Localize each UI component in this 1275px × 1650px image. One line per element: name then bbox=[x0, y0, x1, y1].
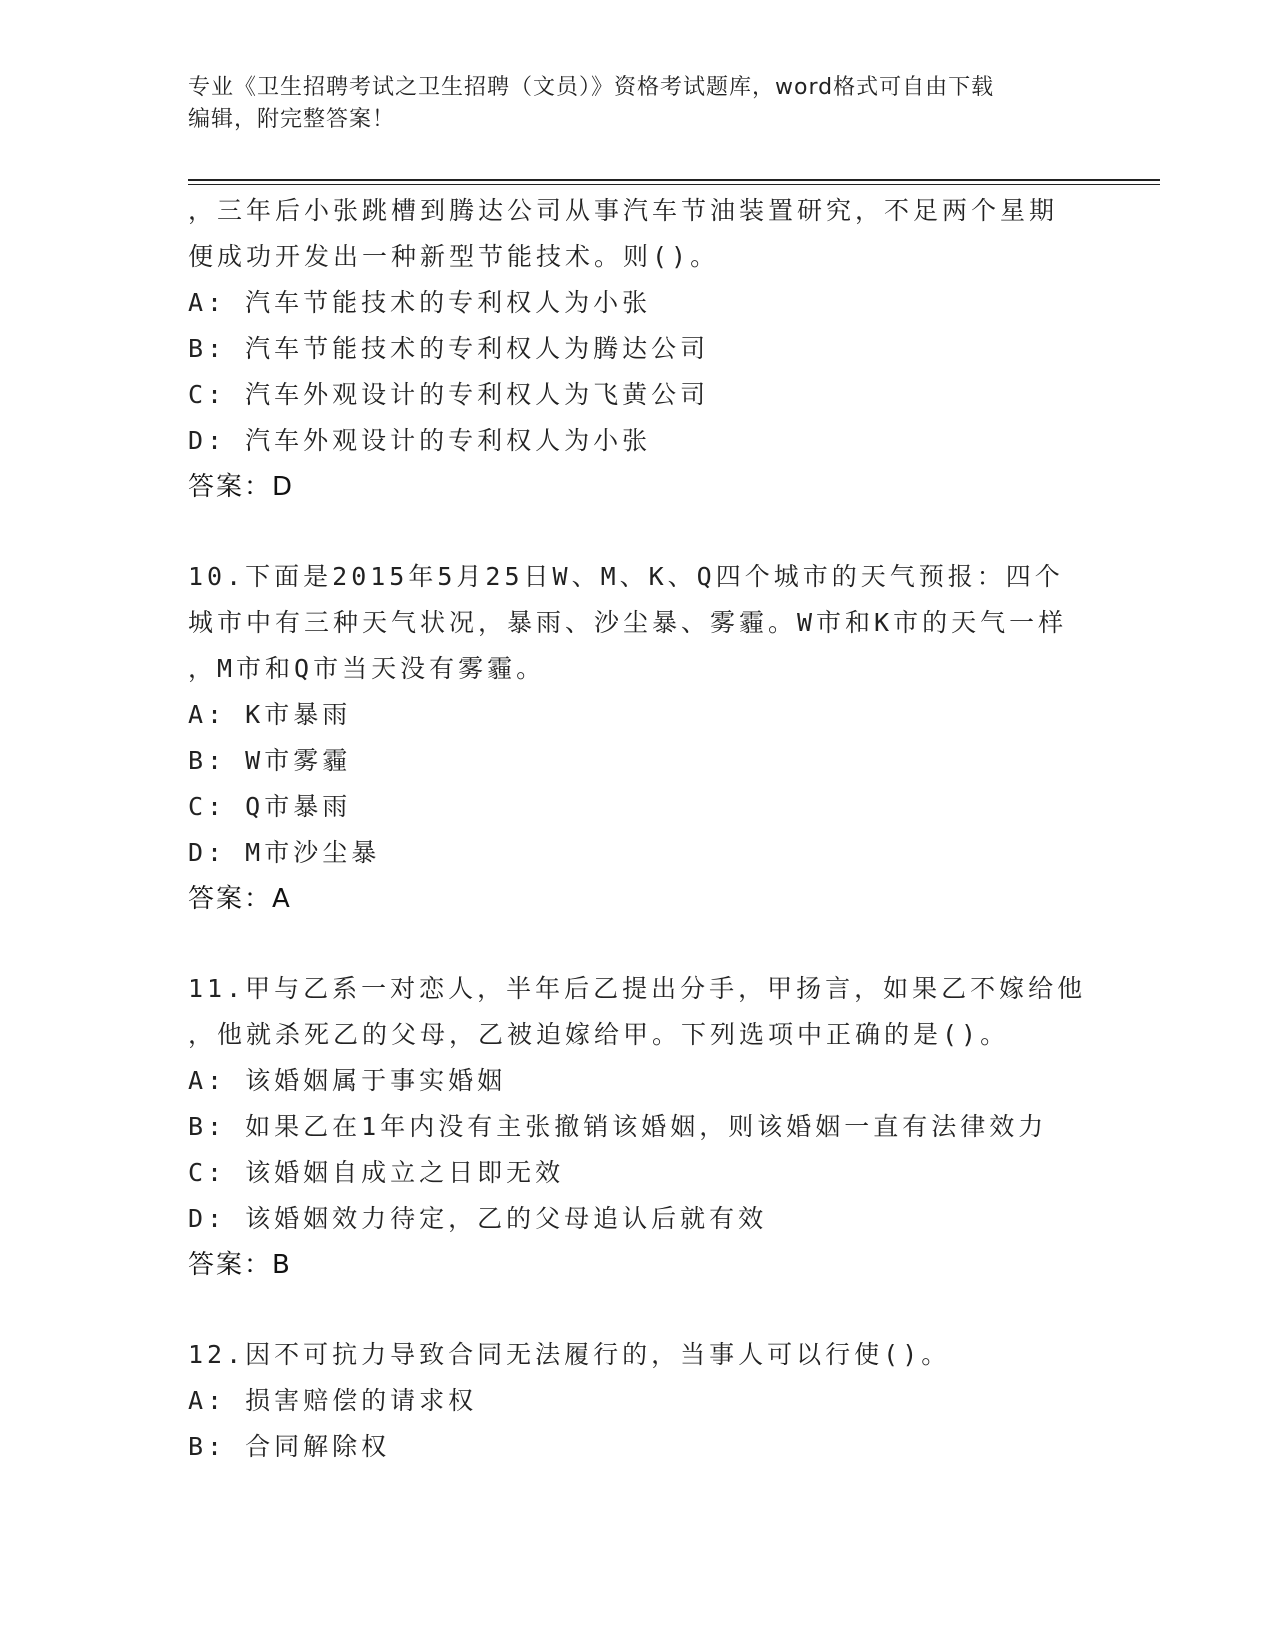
option-b: B: 合同解除权 bbox=[188, 1432, 391, 1461]
option-d: D: M市沙尘暴 bbox=[188, 838, 381, 867]
option-b: B: 汽车节能技术的专利权人为腾达公司 bbox=[188, 334, 710, 363]
header-line-2: 编辑，附完整答案！ bbox=[188, 107, 396, 132]
option-a: A: K市暴雨 bbox=[188, 700, 352, 729]
header-rule-thin bbox=[188, 184, 1160, 185]
question-text: 10.下面是2015年5月25日W、M、K、Q四个城市的天气预报：四个 bbox=[188, 562, 1064, 591]
option-d: D: 汽车外观设计的专利权人为小张 bbox=[188, 426, 652, 455]
question-text: ，他就杀死乙的父母，乙被迫嫁给甲。下列选项中正确的是()。 bbox=[188, 1020, 1010, 1049]
header-rule-thick bbox=[188, 179, 1160, 181]
document-header bbox=[188, 72, 1088, 136]
option-c: C: 汽车外观设计的专利权人为飞黄公司 bbox=[188, 380, 710, 409]
question-text: 城市中有三种天气状况，暴雨、沙尘暴、雾霾。W市和K市的天气一样 bbox=[188, 608, 1068, 637]
header-line-1: 专业《卫生招聘考试之卫生招聘（文员）》资格考试题库，word格式可自由下载 bbox=[188, 75, 995, 100]
option-a: A: 汽车节能技术的专利权人为小张 bbox=[188, 288, 652, 317]
question-text: 11.甲与乙系一对恋人，半年后乙提出分手，甲扬言，如果乙不嫁给他 bbox=[188, 974, 1087, 1003]
option-b: B: 如果乙在1年内没有主张撤销该婚姻，则该婚姻一直有法律效力 bbox=[188, 1112, 1048, 1141]
answer-line: 答案：D bbox=[188, 472, 295, 502]
question-text: 便成功开发出一种新型节能技术。则()。 bbox=[188, 242, 720, 271]
answer-line: 答案：B bbox=[188, 1250, 292, 1280]
option-c: C: Q市暴雨 bbox=[188, 792, 352, 821]
option-b: B: W市雾霾 bbox=[188, 746, 352, 775]
question-12 bbox=[188, 1332, 1128, 1470]
option-a: A: 损害赔偿的请求权 bbox=[188, 1386, 478, 1415]
question-11 bbox=[188, 966, 1128, 1288]
question-text: ，M市和Q市当天没有雾霾。 bbox=[188, 654, 546, 683]
question-text: ，三年后小张跳槽到腾达公司从事汽车节油装置研究，不足两个星期 bbox=[188, 196, 1059, 225]
answer-line: 答案：A bbox=[188, 884, 292, 914]
question-list bbox=[188, 188, 1128, 1470]
question-10 bbox=[188, 554, 1128, 922]
option-c: C: 该婚姻自成立之日即无效 bbox=[188, 1158, 565, 1187]
option-d: D: 该婚姻效力待定，乙的父母追认后就有效 bbox=[188, 1204, 768, 1233]
option-a: A: 该婚姻属于事实婚姻 bbox=[188, 1066, 507, 1095]
question-text: 12.因不可抗力导致合同无法履行的，当事人可以行使()。 bbox=[188, 1340, 951, 1369]
question-continued bbox=[188, 188, 1128, 510]
